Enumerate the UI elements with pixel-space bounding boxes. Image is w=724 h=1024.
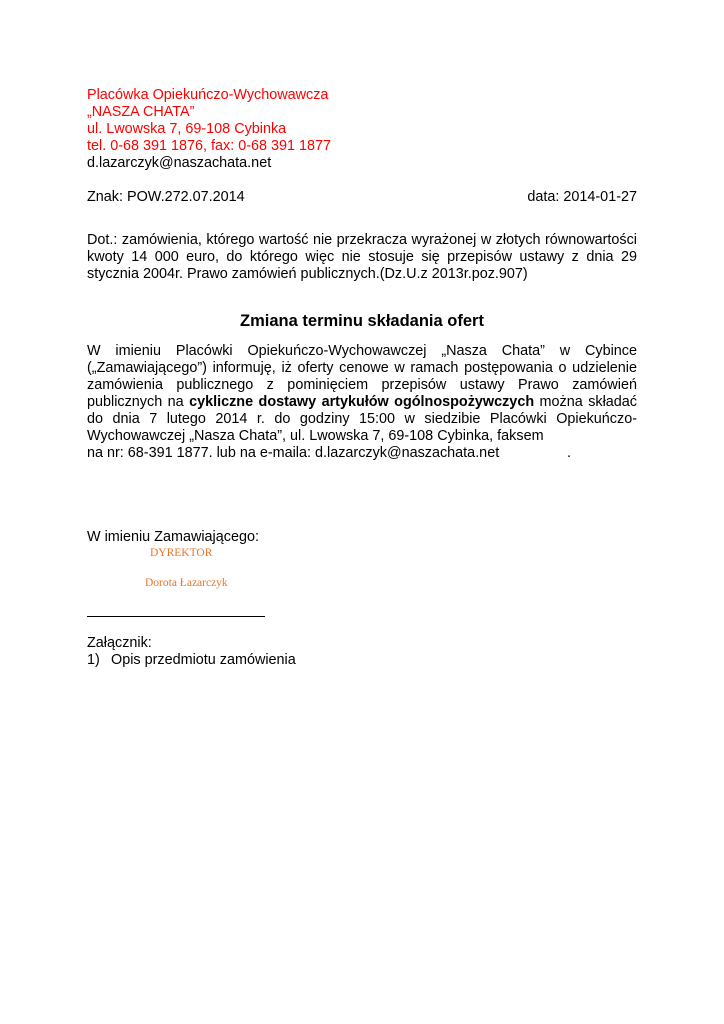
attachments-block [87, 635, 637, 669]
body-last-dot: . [567, 445, 571, 461]
reference-sign: Znak: POW.272.07.2014 [87, 189, 245, 205]
reference-row [87, 189, 637, 206]
signature-block [87, 546, 637, 590]
attachment-item [87, 652, 637, 669]
sender-block [87, 87, 637, 172]
document-title: Zmiana terminu składania ofert [240, 312, 484, 330]
signature-line [87, 616, 265, 617]
body-text-part2: można składać do dnia 7 lutego 2014 r. do godziny 15:00 w siedzibie Placówki Opiekuńczo-Wychowawczej „Nasza Chata”, ul. Lwowska 7, 69-108 Cybinka, faksem [87, 394, 637, 444]
signature-intro: W imieniu Zamawiającego: [87, 529, 259, 545]
sender-name-2: „NASZA CHATA” [87, 104, 195, 120]
attachment-text: Opis przedmiotu zamówienia [111, 652, 296, 668]
signature-name: Dorota Łazarczyk [145, 577, 228, 589]
document-page [87, 87, 637, 669]
signature-title: DYREKTOR [150, 547, 213, 559]
body-text-part1: W imieniu Placówki Opiekuńczo-Wychowawczej „Nasza Chata” w Cybince („Zamawiającego”) informuję, iż oferty cenowe w ramach postępowania o udzielenie zamówienia publicznego z pominięciem przepisów ustawy Prawo zamówień publicznych na [87, 343, 637, 410]
subject-paragraph: Dot.: zamówienia, którego wartość nie przekracza wyrażonej w złotych równowartości kwoty 14 000 euro, do którego więc nie stosuje się przepisów ustawy z dnia 29 stycznia 2004r. Prawo zamówień publicznych.(Dz.U.z 2013r.poz.907) [87, 232, 637, 282]
body-paragraph [87, 343, 637, 462]
reference-date: data: 2014-01-27 [527, 189, 637, 205]
sender-name: Placówka Opiekuńczo-Wychowawcza [87, 87, 329, 103]
body-text-bold: cykliczne dostawy artykułów ogólnospożywczych [189, 394, 535, 410]
attachment-number: 1) [87, 652, 100, 668]
body-last-line-text: na nr: 68-391 1877. lub na e-maila: d.lazarczyk@naszachata.net [87, 445, 500, 461]
body-last-line [87, 445, 637, 462]
attachments-label: Załącznik: [87, 635, 152, 651]
sender-phone: tel. 0-68 391 1876, fax: 0-68 391 1877 [87, 138, 332, 154]
sender-email: d.lazarczyk@naszachata.net [87, 155, 272, 171]
sender-address: ul. Lwowska 7, 69-108 Cybinka [87, 121, 287, 137]
